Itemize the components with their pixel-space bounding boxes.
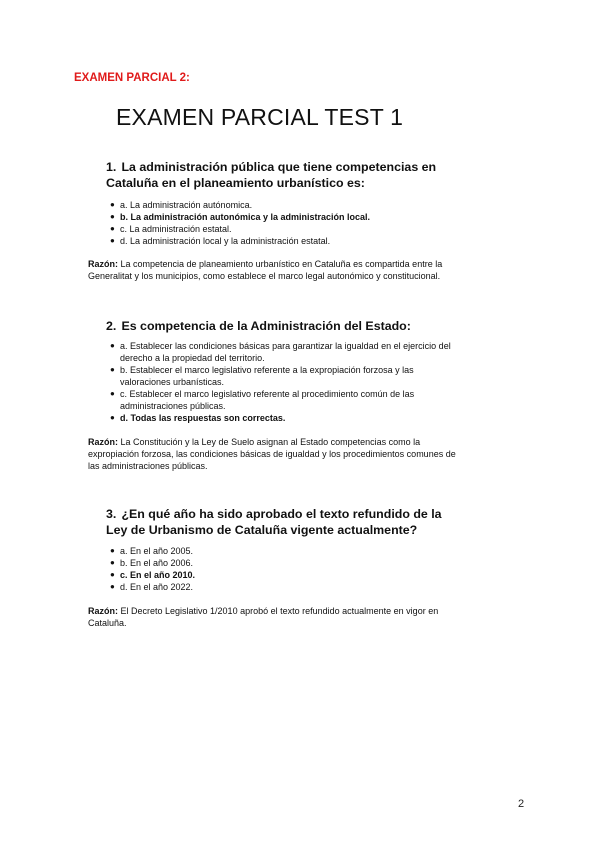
- list-item-correct: ● c. En el año 2010.: [110, 570, 196, 580]
- list-item: ● b. Establecer el marco legislativo referente a la expropiación forzosa y las valoraciones urbanísticas.: [110, 365, 414, 387]
- bullet-icon: ●: [110, 570, 115, 579]
- page-number: 2: [518, 798, 525, 810]
- list-item: ● a. Establecer las condiciones básicas para garantizar la igualdad en el ejercicio del derecho a la propiedad del territorio.: [110, 341, 451, 363]
- reason-1: [88, 258, 460, 282]
- options-list-2: [110, 340, 466, 424]
- list-item: ● d. La administración local y la administración estatal.: [110, 236, 331, 246]
- reason-text: La competencia de planeamiento urbanístico en Cataluña es compartida entre la Generalitat y los municipios, como establece el marco legal autonómico y constitucional.: [88, 259, 443, 281]
- page-title: EXAMEN PARCIAL TEST 1: [116, 104, 404, 130]
- list-item: ● a. En el año 2005.: [110, 546, 194, 556]
- reason-2: [88, 436, 460, 472]
- bullet-icon: ●: [110, 582, 115, 591]
- options-list-3: [110, 545, 466, 593]
- bullet-icon: ●: [110, 546, 115, 555]
- list-item: ● c. La administración estatal.: [110, 224, 232, 234]
- bullet-icon: ●: [110, 341, 115, 350]
- question-2: [106, 318, 466, 334]
- bullet-icon: ●: [110, 558, 115, 567]
- list-item-correct: ● d. Todas las respuestas son correctas.: [110, 413, 286, 423]
- question-text: ¿En qué año ha sido aprobado el texto refundido de la Ley de Urbanismo de Cataluña vigente actualmente?: [106, 507, 442, 537]
- options-list-1: [110, 199, 466, 247]
- bullet-icon: ●: [110, 365, 115, 374]
- bullet-icon: ●: [110, 200, 115, 209]
- reason-label: Razón:: [88, 606, 118, 616]
- question-number: 1.: [106, 160, 117, 174]
- bullet-icon: ●: [110, 389, 115, 398]
- question-3: [106, 506, 466, 538]
- question-number: 3.: [106, 507, 117, 521]
- list-item: ● b. En el año 2006.: [110, 558, 194, 568]
- question-text: La administración pública que tiene competencias en Cataluña en el planeamiento urbanístico es:: [106, 160, 437, 190]
- exam-label: EXAMEN PARCIAL 2:: [74, 72, 190, 84]
- reason-label: Razón:: [88, 437, 118, 447]
- reason-text: El Decreto Legislativo 1/2010 aprobó el texto refundido actualmente en vigor en Cataluña.: [88, 606, 439, 628]
- bullet-icon: ●: [110, 236, 115, 245]
- bullet-icon: ●: [110, 413, 115, 422]
- list-item-correct: ● b. La administración autonómica y la administración local.: [110, 212, 371, 222]
- reason-text: La Constitución y la Ley de Suelo asignan al Estado competencias como la expropiación forzosa, las condiciones básicas de igualdad y los procedimientos comunes de las administraciones públicas.: [88, 437, 456, 471]
- list-item: ● c. Establecer el marco legislativo referente al procedimiento común de las administraciones públicas.: [110, 389, 415, 411]
- list-item: ● d. En el año 2022.: [110, 582, 194, 592]
- question-number: 2.: [106, 319, 117, 333]
- question-1: [106, 159, 466, 191]
- question-text: Es competencia de la Administración del Estado:: [121, 319, 411, 333]
- bullet-icon: ●: [110, 224, 115, 233]
- bullet-icon: ●: [110, 212, 115, 221]
- reason-label: Razón:: [88, 259, 118, 269]
- reason-3: [88, 605, 460, 629]
- list-item: ● a. La administración autónomica.: [110, 200, 253, 210]
